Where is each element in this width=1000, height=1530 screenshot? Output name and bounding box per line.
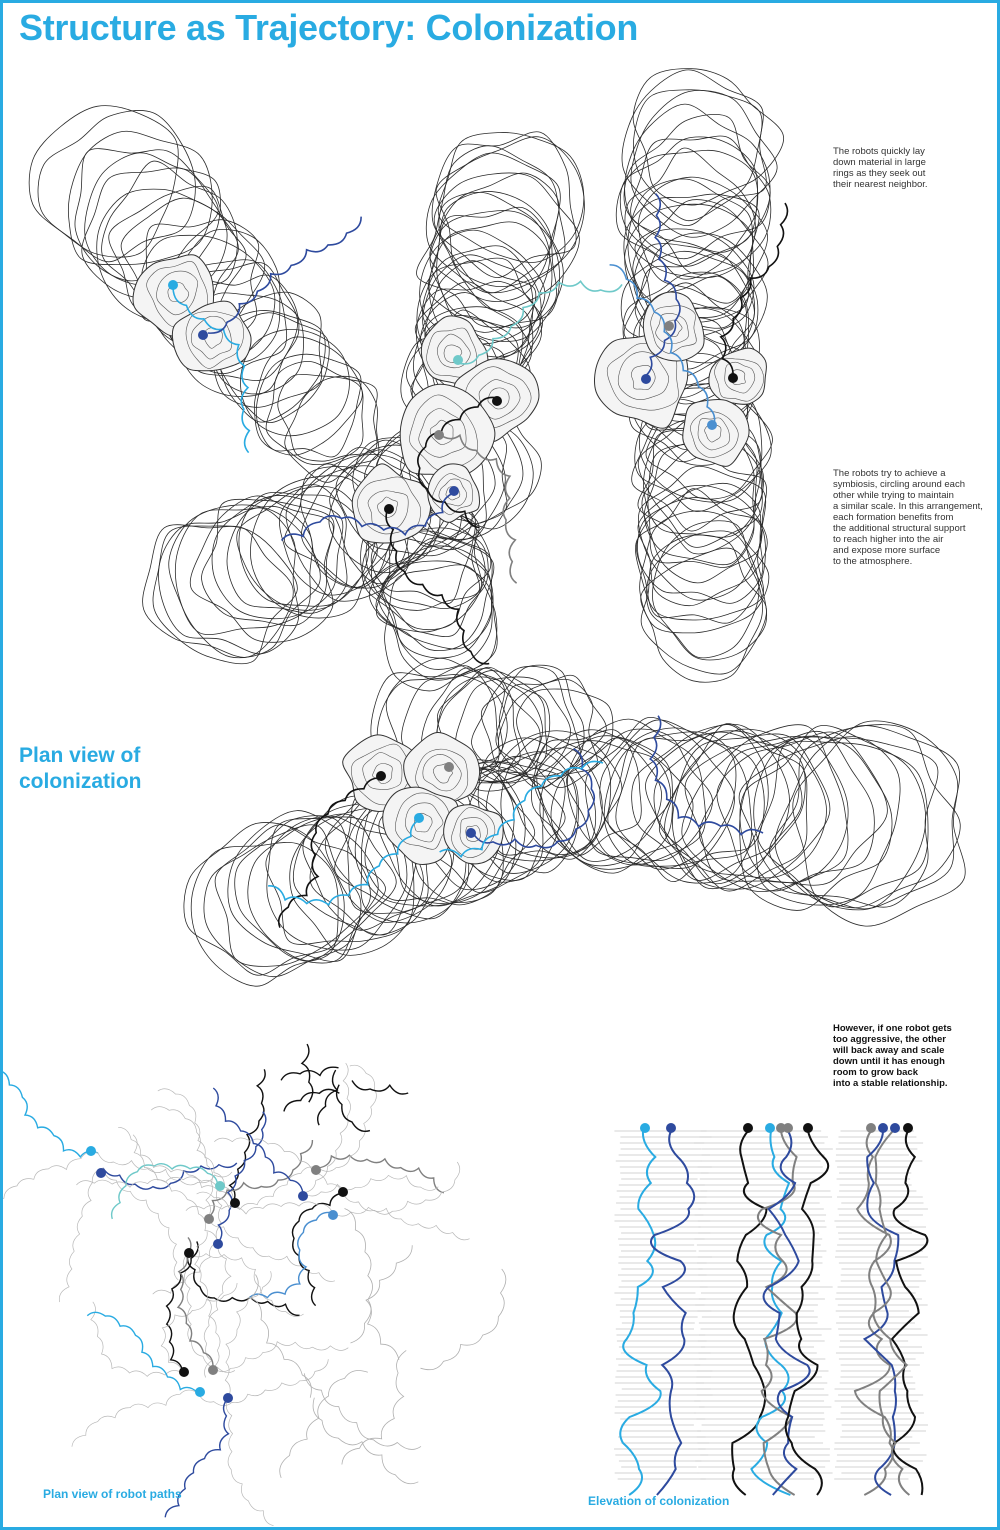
robot-path-sketch: [118, 1127, 233, 1203]
robot-dot: [298, 1191, 308, 1201]
robot-dot: [184, 1248, 194, 1258]
annotation-aggressive: However, if one robot gets too aggressive, the other will back away and scale down until it has enough room to grow back into a stable relationship.: [833, 1023, 952, 1089]
elevation-trace: [751, 1131, 790, 1495]
ring-outline: [143, 525, 294, 658]
robot-path-sketch: [333, 1207, 470, 1240]
robot-path-sketch: [208, 1218, 335, 1281]
robot-path-sketch: [318, 1155, 444, 1193]
robot-path-sketch: [103, 1168, 178, 1280]
ring-outline: [472, 666, 581, 776]
robot-path-sketch: [151, 1107, 213, 1218]
robot-dot: [765, 1123, 775, 1133]
robot-dot: [414, 813, 424, 823]
robot-paths-label: Plan view of robot paths: [43, 1487, 182, 1501]
ring-outline: [434, 173, 579, 311]
annotation-rings: The robots quickly lay down material in large rings as they seek out their nearest neighbor.: [833, 146, 928, 190]
ring-outline: [438, 132, 584, 262]
ring-outline: [633, 69, 783, 205]
ring-outline: [652, 521, 766, 660]
elevation-trace: [732, 1131, 766, 1495]
robot-path-sketch: [213, 1342, 348, 1372]
ring-outline: [499, 731, 622, 855]
robot-path-sketch: [87, 1312, 198, 1393]
robot-dot: [903, 1123, 913, 1133]
robot-path-sketch: [198, 1359, 328, 1405]
elevation-label: Elevation of colonization: [588, 1494, 730, 1508]
robot-path-sketch: [303, 1063, 351, 1193]
robot-dot: [86, 1146, 96, 1156]
robot-dot: [384, 504, 394, 514]
ring-outline: [169, 505, 321, 658]
ring-outline: [267, 817, 407, 950]
robot-dot: [168, 280, 178, 290]
robot-path-sketch: [91, 1302, 183, 1377]
robot-path-sketch: [225, 1271, 271, 1398]
robot-dot: [890, 1123, 900, 1133]
robot-path-sketch: [226, 1398, 273, 1526]
robot-dot: [492, 396, 502, 406]
robot-path-sketch: [59, 1168, 103, 1302]
robot-path-sketch: [342, 1350, 406, 1464]
ring-outline: [632, 724, 790, 880]
robot-dot: [204, 1214, 214, 1224]
robot-dot: [376, 771, 386, 781]
ring-outline: [212, 495, 343, 618]
robot-dot: [728, 373, 738, 383]
robot-dot: [449, 486, 459, 496]
robot-dot: [208, 1365, 218, 1375]
robot-path-sketch: [76, 1177, 218, 1188]
robot-path-sketch: [420, 1269, 505, 1370]
elevation-trace: [620, 1131, 660, 1495]
elevation-trace: [786, 1131, 829, 1495]
ring-outline: [625, 148, 755, 278]
robot-path-sketch: [197, 1192, 333, 1214]
robot-dot: [328, 1210, 338, 1220]
robot-dot: [641, 374, 651, 384]
robot-path-sketch: [304, 1373, 421, 1449]
robot-path-sketch: [153, 1188, 222, 1294]
ring-outline: [683, 399, 749, 466]
colonization-rings: [29, 69, 965, 987]
robot-dot: [213, 1239, 223, 1249]
drawing-canvas: [3, 3, 1000, 1530]
robot-dot: [666, 1123, 676, 1133]
robot-path-sketch: [280, 1370, 368, 1477]
robot-dot: [640, 1123, 650, 1133]
plan-view-label: Plan view of colonization: [19, 744, 142, 793]
ring-outline: [239, 492, 369, 606]
robot-dot: [466, 828, 476, 838]
poster-title: Structure as Trajectory: Colonization: [19, 7, 639, 48]
robot-path-sketch: [167, 1241, 198, 1373]
robot-dot: [664, 321, 674, 331]
robot-dot: [223, 1393, 233, 1403]
robot-dot: [444, 762, 454, 772]
robot-dot: [230, 1198, 240, 1208]
robot-dot: [195, 1387, 205, 1397]
elevation-trace: [873, 1131, 909, 1495]
robot-dot: [866, 1123, 876, 1133]
robot-path-sketch: [337, 1085, 370, 1132]
robot-path-sketch: [72, 1390, 198, 1447]
robot-dot: [311, 1165, 321, 1175]
robot-path-sketch: [343, 1162, 460, 1214]
robot-dot: [878, 1123, 888, 1133]
ring-outline: [175, 506, 312, 634]
robot-dot: [803, 1123, 813, 1133]
robot-dot: [743, 1123, 753, 1133]
ring-outline: [190, 496, 333, 642]
ring-outline: [191, 842, 338, 986]
elevation-drawing: [614, 1131, 928, 1495]
robot-dot: [453, 355, 463, 365]
ring-outline: [153, 526, 297, 664]
robot-path-sketch: [249, 1212, 333, 1297]
robot-path-sketch: [3, 1071, 98, 1157]
robot-dot: [338, 1187, 348, 1197]
ring-outline: [159, 508, 299, 654]
robot-dot: [179, 1367, 189, 1377]
robot-path-sketch: [204, 1243, 231, 1378]
robot-path-sketch: [318, 1065, 376, 1171]
elevation-trace: [651, 1131, 694, 1495]
robot-path-sketch: [366, 1245, 412, 1360]
robot-dot: [96, 1168, 106, 1178]
robot-dot: [215, 1181, 225, 1191]
robot-path-sketch: [352, 1080, 408, 1094]
robot-dot: [707, 420, 717, 430]
robot-dot: [434, 430, 444, 440]
robot-dot: [198, 330, 208, 340]
elevation-trace: [764, 1131, 810, 1495]
annotation-symbiosis: The robots try to achieve a symbiosis, circling around each other while trying to maintain a similar scale. In this arrangement, each formation benefits from the additional structural support to reach higher into the air and expose more surface to the atmosphere.: [833, 468, 983, 567]
robot-dot: [783, 1123, 793, 1133]
robot-path-sketch: [208, 1140, 312, 1218]
robot-path-sketch: [303, 1175, 438, 1196]
ring-outline: [437, 191, 557, 327]
robot-path-sketch: [318, 1070, 338, 1125]
elevation-trace: [892, 1131, 927, 1495]
robot-path-sketch: [3, 1152, 98, 1228]
